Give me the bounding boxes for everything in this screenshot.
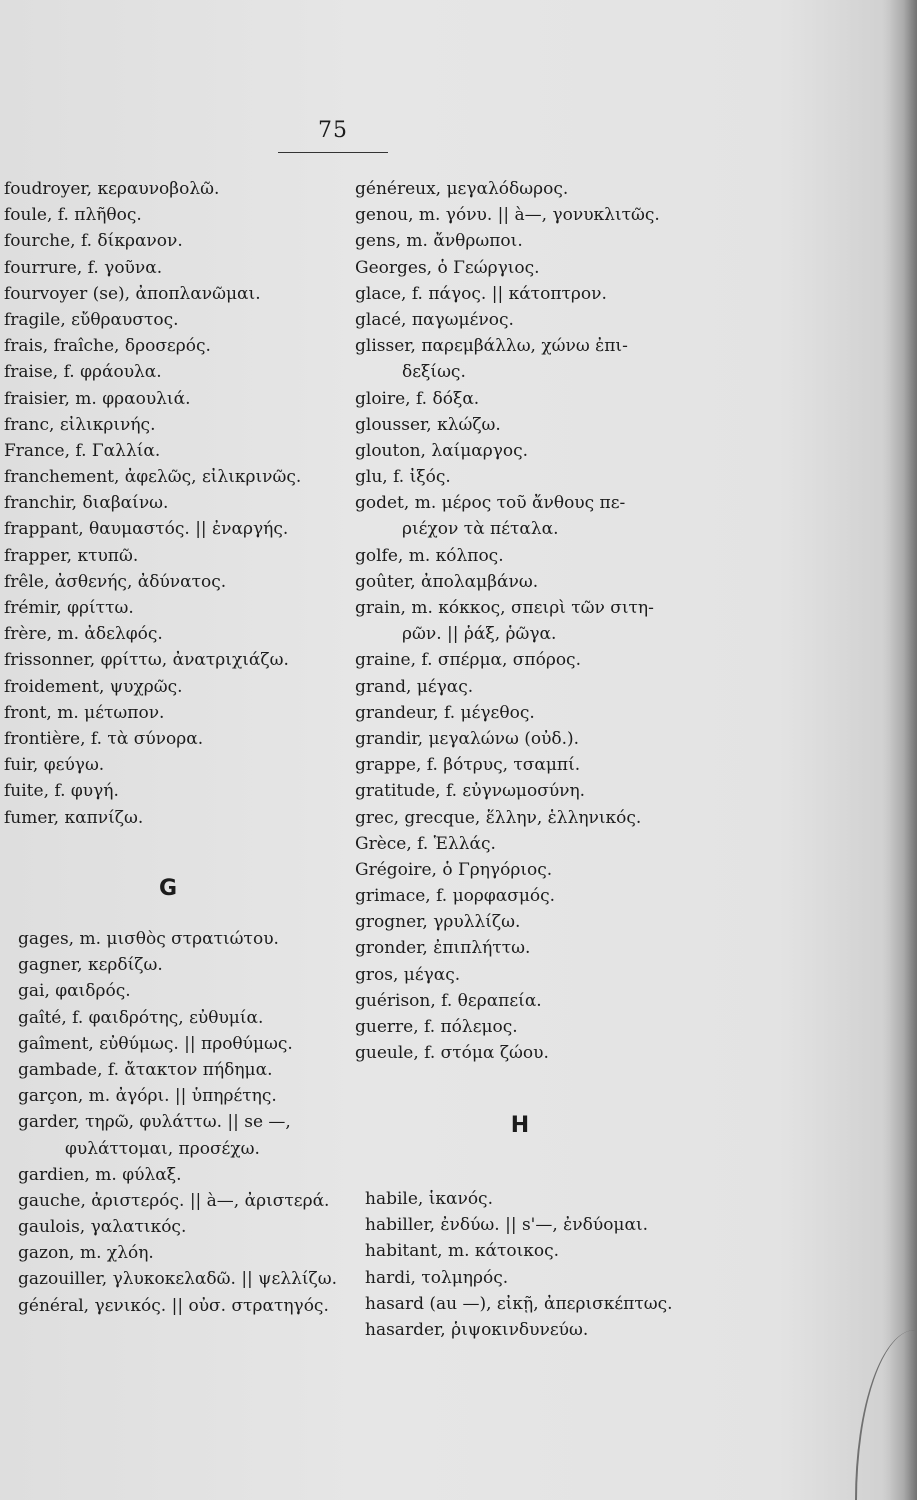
dictionary-entry: franchement, ἀφελῶς, εἰλικρινῶς. [4,467,302,488]
dictionary-entry: gagner, κερδίζω. [18,955,163,976]
dictionary-entry: fuir, φεύγω. [4,755,105,776]
dictionary-entry: grand, μέγας. [355,676,474,697]
dictionary-entry: gueule, f. στόμα ζώου. [355,1043,549,1064]
dictionary-entry: golfe, m. κόλπος. [355,545,504,566]
dictionary-entry: grandeur, f. μέγεθος. [355,702,535,723]
header-rule [278,152,388,153]
dictionary-entry: gros, μέγας. [355,964,461,985]
dictionary-entry: Grégoire, ὁ Γρηγόριος. [355,859,553,880]
dictionary-entry-continuation: ριέχον τὰ πέταλα. [402,519,559,540]
dictionary-entry: hasard (au —), εἰκῇ, ἀπερισκέπτως. [365,1293,673,1314]
dictionary-entry: graine, f. σπέρμα, σπόρος. [355,650,581,671]
dictionary-entry: général, γενικός. || οὐσ. στρατηγός. [18,1295,329,1316]
dictionary-entry: foule, f. πλῆθος. [4,205,142,226]
dictionary-entry: guerre, f. πόλεμος. [355,1017,518,1037]
dictionary-entry: genou, m. γόνυ. || à—, γονυκλιτῶς. [355,205,660,226]
dictionary-entry: grimace, f. μορφασμός. [355,886,556,907]
dictionary-entry: franchir, διαβαίνω. [4,493,169,514]
dictionary-entry: frais, fraîche, δροσερός. [4,336,211,357]
dictionary-entry: gazon, m. χλόη. [18,1243,154,1264]
dictionary-entry: habitant, m. κάτοικος. [365,1241,560,1262]
dictionary-entry: frissonner, φρίττω, ἀνατριχιάζω. [4,650,289,671]
dictionary-entry: fourrure, f. γοῦνα. [4,257,163,278]
dictionary-entry: grandir, μεγαλώνω (οὐδ.). [355,728,580,749]
dictionary-entry: frontière, f. τὰ σύνορα. [4,728,204,749]
dictionary-entry: fragile, εὔθραυστος. [4,309,179,330]
dictionary-entry-continuation: ρῶν. || ῥάξ, ῥῶγα. [402,624,557,645]
dictionary-entry: généreux, μεγαλόδωρος. [355,179,569,199]
dictionary-entry: gauche, ἀριστερός. || à—, ἀριστερά. [18,1190,330,1211]
dictionary-entry: gambade, f. ἄτακτον πήδημα. [18,1059,273,1080]
right-column-g-entries [355,176,700,1066]
left-column-g-entries [18,926,353,1319]
dictionary-entry-continuation: φυλάττομαι, προσέχω. [65,1138,260,1159]
dictionary-entry: gaîment, εὐθύμως. || προθύμως. [18,1033,293,1054]
dictionary-entry: fourche, f. δίκρανον. [4,231,183,252]
dictionary-entry: frêle, ἀσθενής, ἀδύνατος. [4,571,227,592]
dictionary-entry: gaulois, γαλατικός. [18,1217,187,1238]
dictionary-entry: froidement, ψυχρῶς. [4,676,183,697]
left-column-f-entries [4,176,349,831]
dictionary-entry: fuite, f. φυγή. [4,781,119,802]
page-number: 75 [318,118,348,143]
dictionary-entry: frémir, φρίττω. [4,598,134,618]
dictionary-entry: hardi, τολμηρός. [365,1267,509,1288]
dictionary-entry: France, f. Γαλλία. [4,440,161,461]
dictionary-entry: grec, grecque, ἕλλην, ἑλληνικός. [355,807,642,828]
dictionary-entry: franc, εἰλικρινής. [4,414,156,435]
dictionary-entry: gloire, f. δόξα. [355,388,480,409]
dictionary-entry: godet, m. μέρος τοῦ ἄνθους πε- [355,493,626,514]
dictionary-entry: front, m. μέτωπον. [4,702,165,723]
dictionary-entry: goûter, ἀπολαμβάνω. [355,571,539,592]
dictionary-entry: fraisier, m. φραουλιά. [4,388,191,409]
page-corner-curl [855,1330,917,1500]
dictionary-entry: garder, τηρῶ, φυλάττω. || se —, [18,1112,291,1133]
section-letter-h: H [510,1113,530,1138]
dictionary-entry: grogner, γρυλλίζω. [355,912,521,933]
dictionary-entry: gazouiller, γλυκοκελαδῶ. || ψελλίζω. [18,1269,338,1290]
dictionary-entry: gages, m. μισθὸς στρατιώτου. [18,929,279,949]
dictionary-entry: gai, φαιδρός. [18,981,131,1002]
dictionary-entry: frapper, κτυπῶ. [4,545,139,566]
dictionary-entry: frère, m. ἀδελφός. [4,624,163,645]
dictionary-entry: glouton, λαίμαργος. [355,440,529,461]
section-letter-g: G [158,876,178,901]
dictionary-entry: gaîté, f. φαιδρότης, εὐθυμία. [18,1007,264,1028]
dictionary-entry: fourvoyer (se), ἀποπλανῶμαι. [4,283,261,304]
dictionary-entry: glu, f. ἰξός. [355,467,451,488]
dictionary-entry: grappe, f. βότρυς, τσαμπί. [355,755,581,776]
dictionary-entry: glisser, παρεμβάλλω, χώνω ἐπι- [355,336,628,357]
dictionary-entry: gronder, ἐπιπλήττω. [355,938,531,959]
dictionary-entry: gens, m. ἄνθρωποι. [355,231,523,252]
dictionary-entry: habiller, ἐνδύω. || s'—, ἐνδύομαι. [365,1215,649,1236]
dictionary-entry-continuation: δεξίως. [402,362,466,383]
dictionary-entry: hasarder, ῥιψοκινδυνεύω. [365,1319,589,1340]
dictionary-entry: guérison, f. θεραπεία. [355,990,542,1011]
dictionary-entry: Georges, ὁ Γεώργιος. [355,257,540,278]
right-column-h-entries [365,1186,710,1343]
dictionary-entry: gratitude, f. εὐγνωμοσύνη. [355,781,586,802]
dictionary-entry: habile, ἱκανός. [365,1189,493,1209]
dictionary-entry: foudroyer, κεραυνοβολῶ. [4,179,220,199]
dictionary-entry: grain, m. κόκκος, σπειρὶ τῶν σιτη- [355,598,654,618]
dictionary-entry: fraise, f. φράουλα. [4,362,162,383]
page-edge-shadow [883,0,917,1500]
dictionary-entry: gardien, m. φύλαξ. [18,1164,182,1185]
dictionary-entry: fumer, καπνίζω. [4,807,144,828]
dictionary-entry: glousser, κλώζω. [355,414,501,435]
dictionary-entry: Grèce, f. Ἑλλάς. [355,833,496,854]
dictionary-entry: glacé, παγωμένος. [355,309,514,330]
dictionary-entry: frappant, θαυμαστός. || ἐναργής. [4,519,289,540]
dictionary-entry: garçon, m. ἀγόρι. || ὑπηρέτης. [18,1086,277,1107]
dictionary-entry: glace, f. πάγος. || κάτοπτρον. [355,283,607,304]
